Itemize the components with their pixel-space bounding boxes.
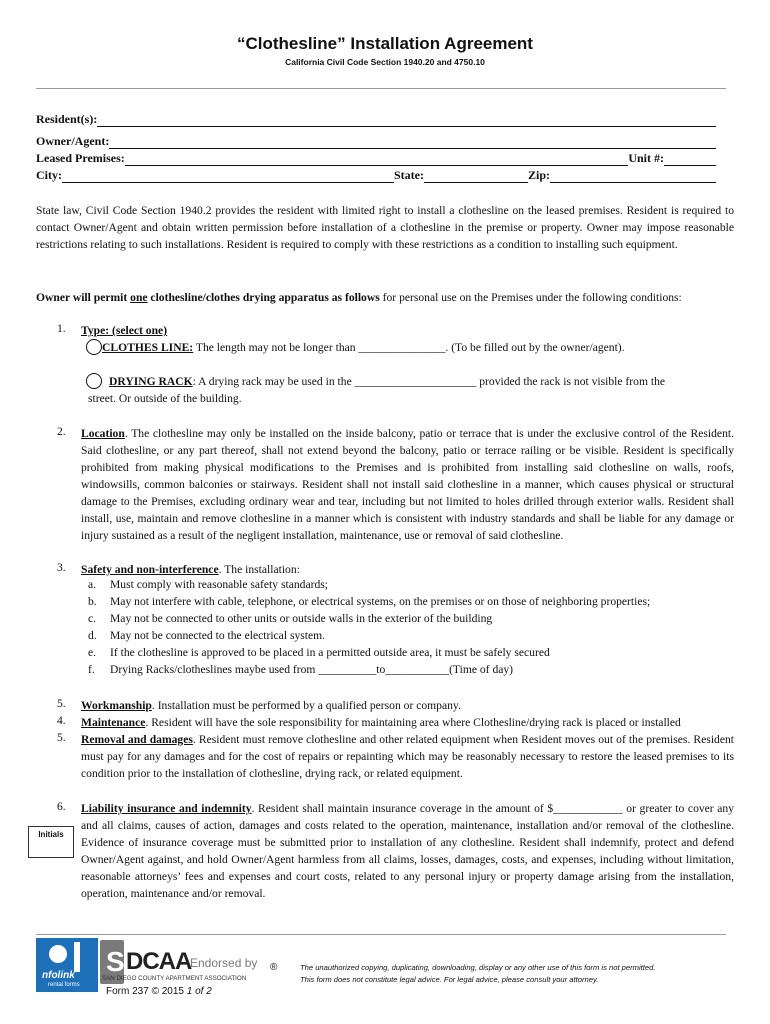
owner-agent-field[interactable] [36, 134, 716, 149]
liability-heading: Liability insurance and indemnity [81, 802, 252, 815]
subitem-a-text: Must comply with reasonable safety standards; [110, 578, 328, 591]
item-5b-text [81, 731, 734, 782]
residents-field[interactable] [36, 112, 716, 127]
item-5a-text [81, 697, 734, 714]
drying-rack-label: DRYING RACK [109, 375, 193, 388]
subitem-d-letter: d. [88, 629, 97, 642]
unit-label: Unit #: [628, 151, 664, 165]
item-5a-number: 5. [57, 697, 66, 710]
removal-heading: Removal and damages [81, 733, 193, 746]
location-text: . The clothesline may only be installed on the inside balcony, patio or terrace that is under the exclusive control of the Resident. Said clothesline, or any part thereof, shall not extend beyond the balcony, patio or terrace railing or be visible. Resident is specifically prohibited from making physical modifications to the Premises and is prohibited from installing said clothesline on walls, roofs, windowsills, common balconies or stairways. Resident shall not install said clothesline in a manner, which causes physical or structural damage to the Premises, excluding ordinary wear and tear, including but not limited to holes drilled through exterior walls. Resident shall install, use, maintain and remove clothesline in a manner which is consistent with industry standards and shall be liable for any damage or injury sustained as a result of the negligent installation, maintenance, use or removal of said clothesline. [81, 427, 734, 542]
maintenance-text: . Resident will have the sole responsibility for maintaining area where Clothesline/drying rack is placed or installed [145, 716, 681, 729]
leased-premises-input-line[interactable] [125, 152, 629, 166]
clothes-line-label: CLOTHES LINE: [102, 341, 194, 354]
item-1-number: 1. [57, 322, 66, 335]
permit-bold2: clothesline/clothes drying apparatus as follows [147, 291, 380, 304]
zip-input-line[interactable] [550, 169, 716, 183]
subitem-c-text: May not be connected to other units or outside walls in the exterior of the building [110, 612, 493, 625]
subitem-c-letter: c. [88, 612, 97, 625]
intro-paragraph: State law, Civil Code Section 1940.2 provides the resident with limited right to install a clothesline on the leased premises. Resident is required to contact Owner/Agent and obtain written permission before installation of a clothesline in the premise or property. Owner may impose reasonable restrictions relating to such installations. Resident is required to comply with these restrictions as a condition to installing such equipment. [36, 204, 734, 251]
document-subtitle: California Civil Code Section 1940.20 and 4750.10 [285, 57, 485, 67]
clothes-line-radio[interactable] [86, 339, 102, 355]
form-number-text: Form 237 © 2015 [106, 986, 187, 997]
infolink-logo-sub: rental forms [48, 982, 80, 988]
item-3-text [81, 561, 734, 578]
item-2-text [81, 425, 734, 544]
item-1-heading [81, 322, 734, 339]
drying-rack-option [109, 373, 734, 390]
page-number: 1 of 2 [186, 986, 212, 997]
drying-rack-text: : A drying rack may be used in the _____________________ provided the rack is not visible from the [192, 375, 666, 388]
document-title: “Clothesline” Installation Agreement [237, 34, 533, 53]
maintenance-heading: Maintenance [81, 716, 146, 729]
clothes-line-option [102, 339, 742, 356]
permit-one: one [130, 291, 148, 304]
clothes-line-text: The length may not be longer than _______________. (To be filled out by the owner/agent). [193, 341, 625, 354]
item-2-number: 2. [57, 425, 66, 438]
drying-rack-radio[interactable] [86, 373, 102, 389]
state-label: State: [394, 168, 424, 182]
footer-notice-line2: This form does not constitute legal advice. For legal advice, please consult your attorney. [300, 975, 599, 984]
item-3-number: 3. [57, 561, 66, 574]
zip-label: Zip: [528, 168, 551, 182]
workmanship-text: . Installation must be performed by a qualified person or company. [151, 699, 461, 712]
state-input-line[interactable] [424, 169, 528, 183]
sdcaa-logo-main: DCAA [126, 948, 192, 975]
infolink-logo-text: nfolink [42, 970, 75, 981]
permit-rest: for personal use on the Premises under the following conditions: [379, 291, 682, 304]
subitem-b-text: May not interfere with cable, telephone, or electrical systems, on the premises or on those of neighboring properties; [110, 595, 651, 608]
item-6-number: 6. [57, 800, 66, 813]
permit-bold: Owner will permit [36, 291, 131, 304]
footer-notice [300, 962, 655, 986]
item-5b-number: 5. [57, 731, 66, 744]
drying-rack-cont: street. Or outside of the building. [88, 392, 242, 405]
header-divider [36, 88, 726, 89]
sdcaa-endorsed: Endorsed by [190, 956, 258, 970]
type-heading: Type: (select one) [81, 324, 168, 337]
item-6-text [81, 800, 734, 902]
subitem-e-letter: e. [88, 646, 97, 659]
city-state-zip-field[interactable] [36, 168, 716, 183]
footer-divider [36, 934, 726, 935]
sdcaa-org: SAN DIEGO COUNTY APARTMENT ASSOCIATION [102, 975, 247, 982]
location-heading: Location [81, 427, 125, 440]
residents-label: Resident(s): [36, 112, 98, 126]
footer-notice-line1: The unauthorized copying, duplicating, downloading, display or any other use of this form is not permitted. [300, 963, 656, 972]
item-4-text [81, 714, 734, 731]
subitem-d-text: May not be connected to the electrical system. [110, 629, 326, 642]
city-label: City: [36, 168, 62, 182]
subitem-f-text: Drying Racks/clotheslines maybe used from __________to___________(Time of day) [110, 663, 514, 676]
liability-text: . Resident shall maintain insurance coverage in the amount of $____________ or greater to cover any and all claims, causes of action, damages and costs related to the operation, maintenance, installation and/or removal of the clothesline. Evidence of insurance coverage must be submitted prior to installation of any clothesline. Resident shall indemnify, protect and defend Owner/Agent against, and hold Owner/Agent harmless from all claims, losses, damages, costs, and expenses, including without limitation, reasonable attorneys’ fees and expenses and court costs, related to any personal injury or property damage arising from the installation, operation, maintenance and/or removal. [81, 802, 734, 900]
owner-agent-input-line[interactable] [109, 135, 716, 149]
safety-text: . The installation: [218, 563, 300, 576]
workmanship-heading: Workmanship [81, 699, 152, 712]
subitem-b-letter: b. [88, 595, 97, 608]
removal-text: . Resident must remove clothesline and other related equipment when Resident moves out of the premises. Resident must pay for any damages and for the cost of repairs or repainting which may be reasonably necessary to restore the leased premises to its condition prior to the installation of clothesline, drying rack, or related equipment. [81, 733, 734, 780]
registered-mark: ® [270, 962, 278, 973]
subitem-f-letter: f. [88, 663, 95, 676]
city-input-line[interactable] [62, 169, 394, 183]
leased-premises-field[interactable] [36, 151, 716, 166]
form-number [106, 986, 212, 997]
initials-box[interactable]: Initials [28, 826, 74, 858]
permit-paragraph [36, 289, 734, 306]
unit-input-line[interactable] [664, 152, 716, 166]
item-4-number: 4. [57, 714, 66, 727]
subitem-a-letter: a. [88, 578, 97, 591]
sdcaa-logo-s: S [106, 946, 125, 977]
leased-premises-label: Leased Premises: [36, 151, 125, 165]
infolink-logo [36, 938, 98, 992]
subitem-e-text: If the clothesline is approved to be placed in a permitted outside area, it must be safely secured [110, 646, 550, 659]
safety-heading: Safety and non-interference [81, 563, 219, 576]
owner-agent-label: Owner/Agent: [36, 134, 110, 148]
residents-input-line[interactable] [97, 113, 716, 127]
